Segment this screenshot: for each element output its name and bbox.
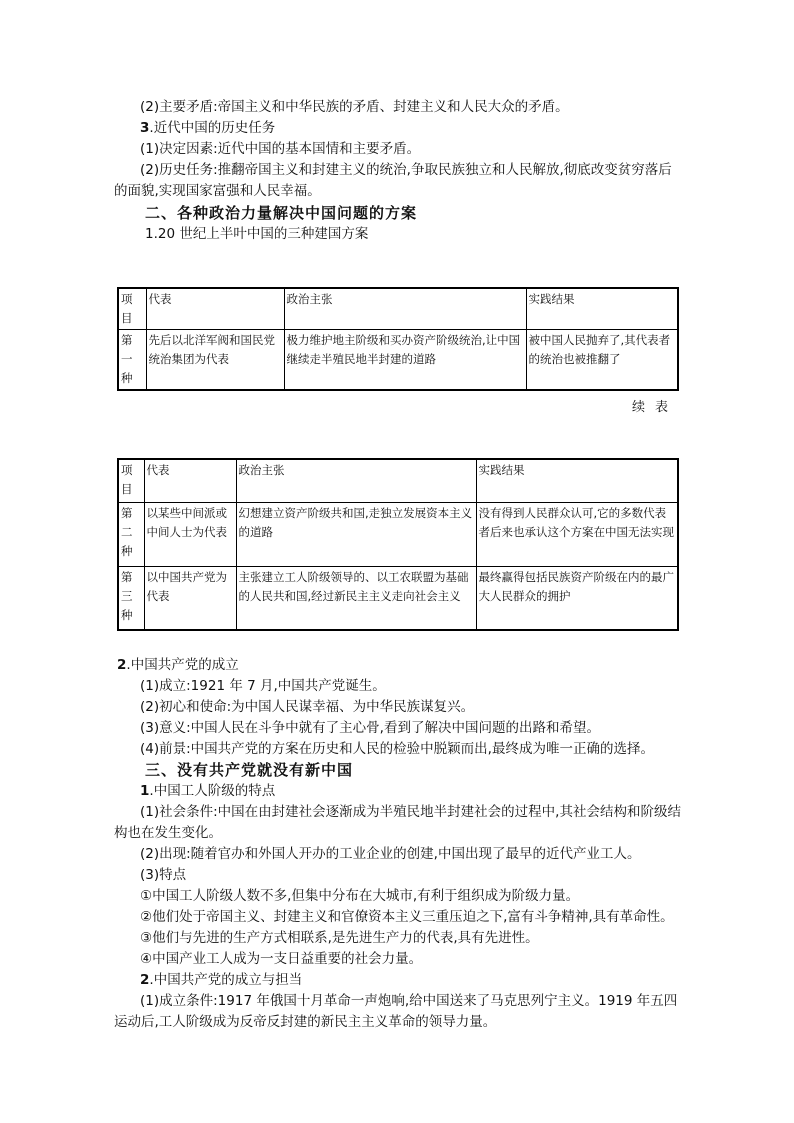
cell-item: 第二种 [118,502,144,566]
table-continued-label: 续表 [631,400,678,415]
subheading-working-class [140,781,275,802]
cell-rep: 以中国共产党为代表 [144,566,236,630]
subheading-number: 1 [140,783,150,799]
subheading-text: .中国共产党的成立 [126,657,239,673]
header-rep: 代表 [144,459,236,502]
subheading-number: 2 [140,972,150,988]
paragraph-mission: (2)初心和使命:为中国人民谋幸福、为中华民族谋复兴。 [140,699,475,715]
feature-item: ①中国工人阶级人数不多,但集中分布在大城市,有利于组织成为阶级力量。 [140,888,580,904]
paragraph-significance: (3)意义:中国人民在斗争中就有了主心骨,看到了解决中国问题的出路和希望。 [140,720,600,736]
subheading-text: .中国共产党的成立与担当 [149,972,303,988]
cell-item: 第三种 [118,566,144,630]
paragraph-social-conditions: (1)社会条件:中国在由封建社会逐渐成为半殖民地半封建社会的过程中,其社会结构和阶级结构也在发生变化。 [114,804,681,841]
cell-claim: 极力维护地主阶级和买办资产阶级统治,让中国继续走半殖民地半封建的道路 [284,330,526,391]
subheading-number: 3 [140,120,150,136]
header-item: 项目 [118,288,146,330]
header-rep: 代表 [146,288,284,330]
subheading-text: .中国工人阶级的特点 [149,783,276,799]
paragraph-founding: (1)成立:1921 年 7 月,中国共产党诞生。 [140,678,386,694]
cell-item: 第一种 [118,330,146,391]
table-row [118,566,678,630]
feature-item: ③他们与先进的生产方式相联系,是先进生产力的代表,具有先进性。 [140,930,539,946]
cell-result: 没有得到人民群众认可,它的多数代表者后来也承认这个方案在中国无法实现 [476,502,678,566]
paragraph-features: (3)特点 [140,867,187,883]
subheading-cpc-responsibility [140,970,302,991]
plans-table-part2 [117,458,679,631]
subheading-three-plans: 1.20 世纪上半叶中国的三种建国方案 [145,226,369,242]
table-row [118,502,678,566]
paragraph-emergence: (2)出现:随着官办和外国人开办的工业企业的创建,中国出现了最早的近代产业工人。 [140,846,641,862]
cell-rep: 以某些中间派或中间人士为代表 [144,502,236,566]
header-claim: 政治主张 [284,288,526,330]
paragraph-main-contradiction: (2)主要矛盾:帝国主义和中华民族的矛盾、封建主义和人民大众的矛盾。 [140,99,569,115]
paragraph-prospect: (4)前景:中国共产党的方案在历史和人民的检验中脱颖而出,最终成为唯一正确的选择。 [140,741,654,757]
section-heading-3: 三、没有共产党就没有新中国 [145,761,354,779]
subheading-historical-task [140,118,275,139]
cell-result: 最终赢得包括民族资产阶级在内的最广大人民群众的拥护 [476,566,678,630]
plans-table-part1 [117,287,679,391]
header-claim: 政治主张 [236,459,476,502]
table-row [118,330,678,391]
section-heading-2: 二、各种政治力量解决中国问题的方案 [145,204,418,222]
table-header-row [118,459,678,502]
paragraph-founding-conditions: (1)成立条件:1917 年俄国十月革命一声炮响,给中国送来了马克思列宁主义。1919 年五四运动后,工人阶级成为反帝反封建的新民主主义革命的领导力量。 [114,993,678,1030]
cell-claim: 幻想建立资产阶级共和国,走独立发展资本主义的道路 [236,502,476,566]
paragraph-historical-task: (2)历史任务:推翻帝国主义和封建主义的统治,争取民族独立和人民解放,彻底改变贫穷落后的面貌,实现国家富强和人民幸福。 [114,162,672,199]
paragraph-decisive-factor: (1)决定因素:近代中国的基本国情和主要矛盾。 [140,141,421,157]
cell-claim: 主张建立工人阶级领导的、以工农联盟为基础的人民共和国,经过新民主主义走向社会主义 [236,566,476,630]
cell-result: 被中国人民抛弃了,其代表者的统治也被推翻了 [526,330,678,391]
subheading-text: .近代中国的历史任务 [149,120,276,136]
feature-item: ④中国产业工人成为一支日益重要的社会力量。 [140,951,423,967]
subheading-cpc-founding [117,655,239,676]
feature-item: ②他们处于帝国主义、封建主义和官僚资本主义三重压迫之下,富有斗争精神,具有革命性。 [140,909,674,925]
cell-rep: 先后以北洋军阀和国民党统治集团为代表 [146,330,284,391]
header-item: 项目 [118,459,144,502]
subheading-number: 2 [117,657,127,673]
header-result: 实践结果 [526,288,678,330]
table-header-row [118,288,678,330]
header-result: 实践结果 [476,459,678,502]
